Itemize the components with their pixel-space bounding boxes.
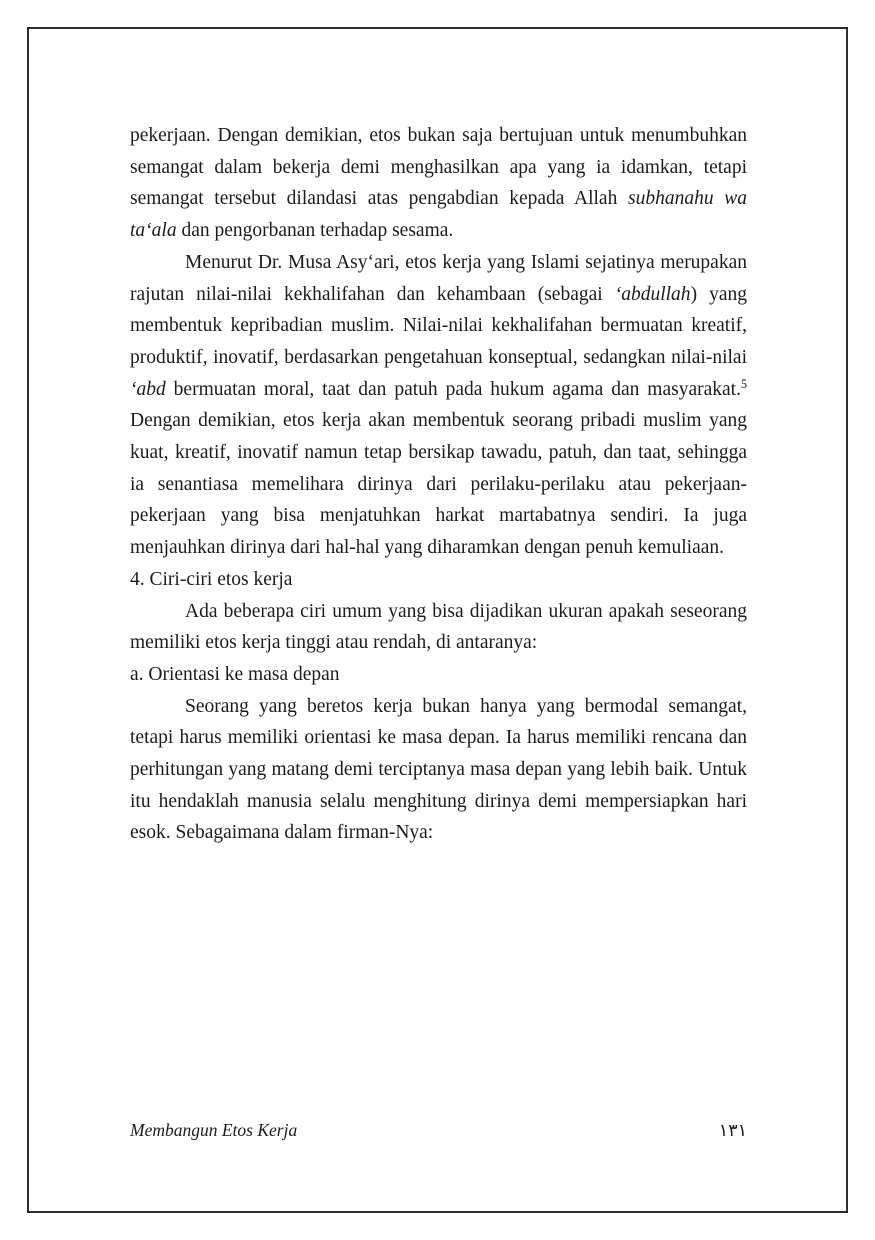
paragraph [130,691,747,850]
paragraph [130,596,747,659]
italic-text-run: ‘abdullah [614,283,691,305]
text-run: 4. Ciri-ciri etos kerja [130,568,293,590]
text-run: Seorang yang beretos kerja bukan hanya yang bermodal semangat, tetapi harus memiliki orientasi ke masa depan. Ia harus memiliki rencana dan perhitungan yang matang demi terciptanya masa depan yang lebih baik. Untuk itu hendaklah manusia selalu menghitung dirinya demi mempersiapkan hari esok. Sebagaimana dalam firman-Nya: [130,695,747,844]
footnote-marker: 5 [740,376,747,391]
text-run: a. Orientasi ke masa depan [130,663,340,685]
text-run: ) yang membentuk kepribadian muslim. Nilai-nilai kekhalifahan bermuatan kreatif, produktif, inovatif, berdasarkan pengetahuan konseptual, sedangkan nilai-nilai [130,283,747,368]
subsection-heading [130,659,747,691]
running-footer-book-title: Membangun Etos Kerja [130,1120,298,1140]
section-heading [130,564,747,596]
text-run: Menurut Dr. Musa Asy‘ari, etos kerja yang Islami sejatinya merupakan rajutan nilai-nilai kekhalifahan dan kehambaan (sebagai [130,251,747,305]
text-run: Dengan demikian, etos kerja akan membentuk seorang pribadi muslim yang kuat, kreatif, inovatif namun tetap bersikap tawadu, patuh, dan taat, sehingga ia senantiasa memelihara dirinya dari perilaku-perilaku atau pekerjaan-pekerjaan yang bisa menjatuhkan harkat martabatnya sendiri. Ia juga menjauhkan dirinya dari hal-hal yang diharamkan dengan penuh kemuliaan. [130,410,747,559]
italic-text-run: subhanahu wa ta‘ala [130,188,747,242]
paragraph [130,247,747,564]
page-body [130,120,747,849]
text-run: Ada beberapa ciri umum yang bisa dijadikan ukuran apakah seseorang memiliki etos kerja tinggi atau rendah, di antaranya: [130,600,747,654]
italic-text-run: ‘abd [130,378,166,400]
text-run: pekerjaan. Dengan demikian, etos bukan saja bertujuan untuk menumbuhkan semangat dalam bekerja demi menghasilkan apa yang ia idamkan, tetapi semangat tersebut dilandasi atas pengabdian kepada Allah [130,125,747,210]
page-number: ١٣١ [718,1121,747,1141]
paragraph-continuation [130,120,747,247]
text-run: bermuatan moral, taat dan patuh pada hukum agama dan masyarakat. [165,378,741,400]
text-run: dan pengorbanan terhadap sesama. [176,220,454,242]
page-footer [130,1118,747,1143]
